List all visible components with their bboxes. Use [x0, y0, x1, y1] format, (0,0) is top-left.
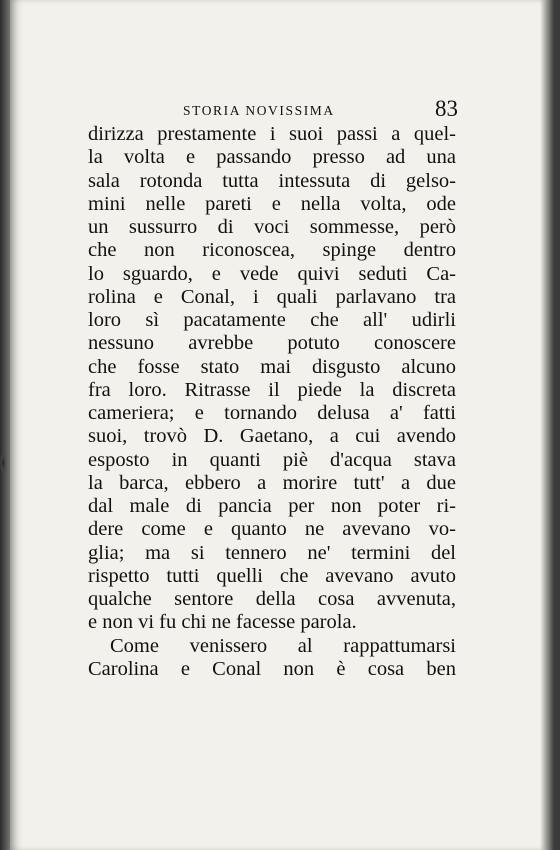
text-line: esposto in quanti piè d'acqua stava: [88, 448, 456, 471]
body-text: [88, 123, 456, 681]
running-title: STORIA NOVISSIMA: [183, 103, 335, 118]
text-line: Carolina e Conal non è cosa ben: [88, 657, 456, 680]
text-line: glia; ma si tennero ne' termini del: [88, 541, 456, 564]
text-line: la barca, ebbero a morire tutt' a due: [88, 471, 456, 494]
text-line: nessuno avrebbe potuto conoscere: [88, 332, 456, 355]
text-line: lo sguardo, e vede quivi seduti Ca-: [88, 262, 456, 285]
text-line: dere come e quanto ne avevano vo-: [88, 518, 456, 541]
book-page: [10, 0, 554, 850]
text-line: Come venissero al rappattumarsi: [110, 634, 456, 657]
text-line: un sussurro di voci sommesse, però: [88, 216, 456, 238]
text-line: qualche sentore della cosa avvenuta,: [88, 588, 456, 610]
binding-mark: [0, 452, 6, 474]
text-line: dirizza prestamente i suoi passi a quel-: [88, 123, 456, 145]
text-line: mini nelle pareti e nella volta, ode: [88, 192, 456, 215]
text-line: loro sì pacatamente che all' udirli: [88, 309, 456, 331]
text-line: rispetto tutti quelli che avevano avuto: [88, 564, 456, 587]
text-line: che non riconoscea, spinge dentro: [88, 239, 456, 262]
text-line: fra loro. Ritrasse il piede la discreta: [88, 378, 456, 401]
text-line: cameriera; e tornando delusa a' fatti: [88, 402, 456, 424]
text-line: la volta e passando presso ad una: [88, 146, 456, 169]
text-line: dal male di pancia per non poter ri-: [88, 495, 456, 517]
page-number: 83: [435, 96, 458, 121]
page-edge-shadow: [540, 0, 554, 850]
text-line: e non vi fu chi ne facesse parola.: [88, 611, 357, 634]
text-line: che fosse stato mai disgusto alcuno: [88, 355, 456, 378]
text-line: rolina e Conal, i quali parlavano tra: [88, 285, 456, 308]
page-header: [88, 96, 458, 126]
text-line: suoi, trovò D. Gaetano, a cui avendo: [88, 425, 456, 448]
text-line: sala rotonda tutta intessuta di gelso-: [88, 169, 456, 192]
